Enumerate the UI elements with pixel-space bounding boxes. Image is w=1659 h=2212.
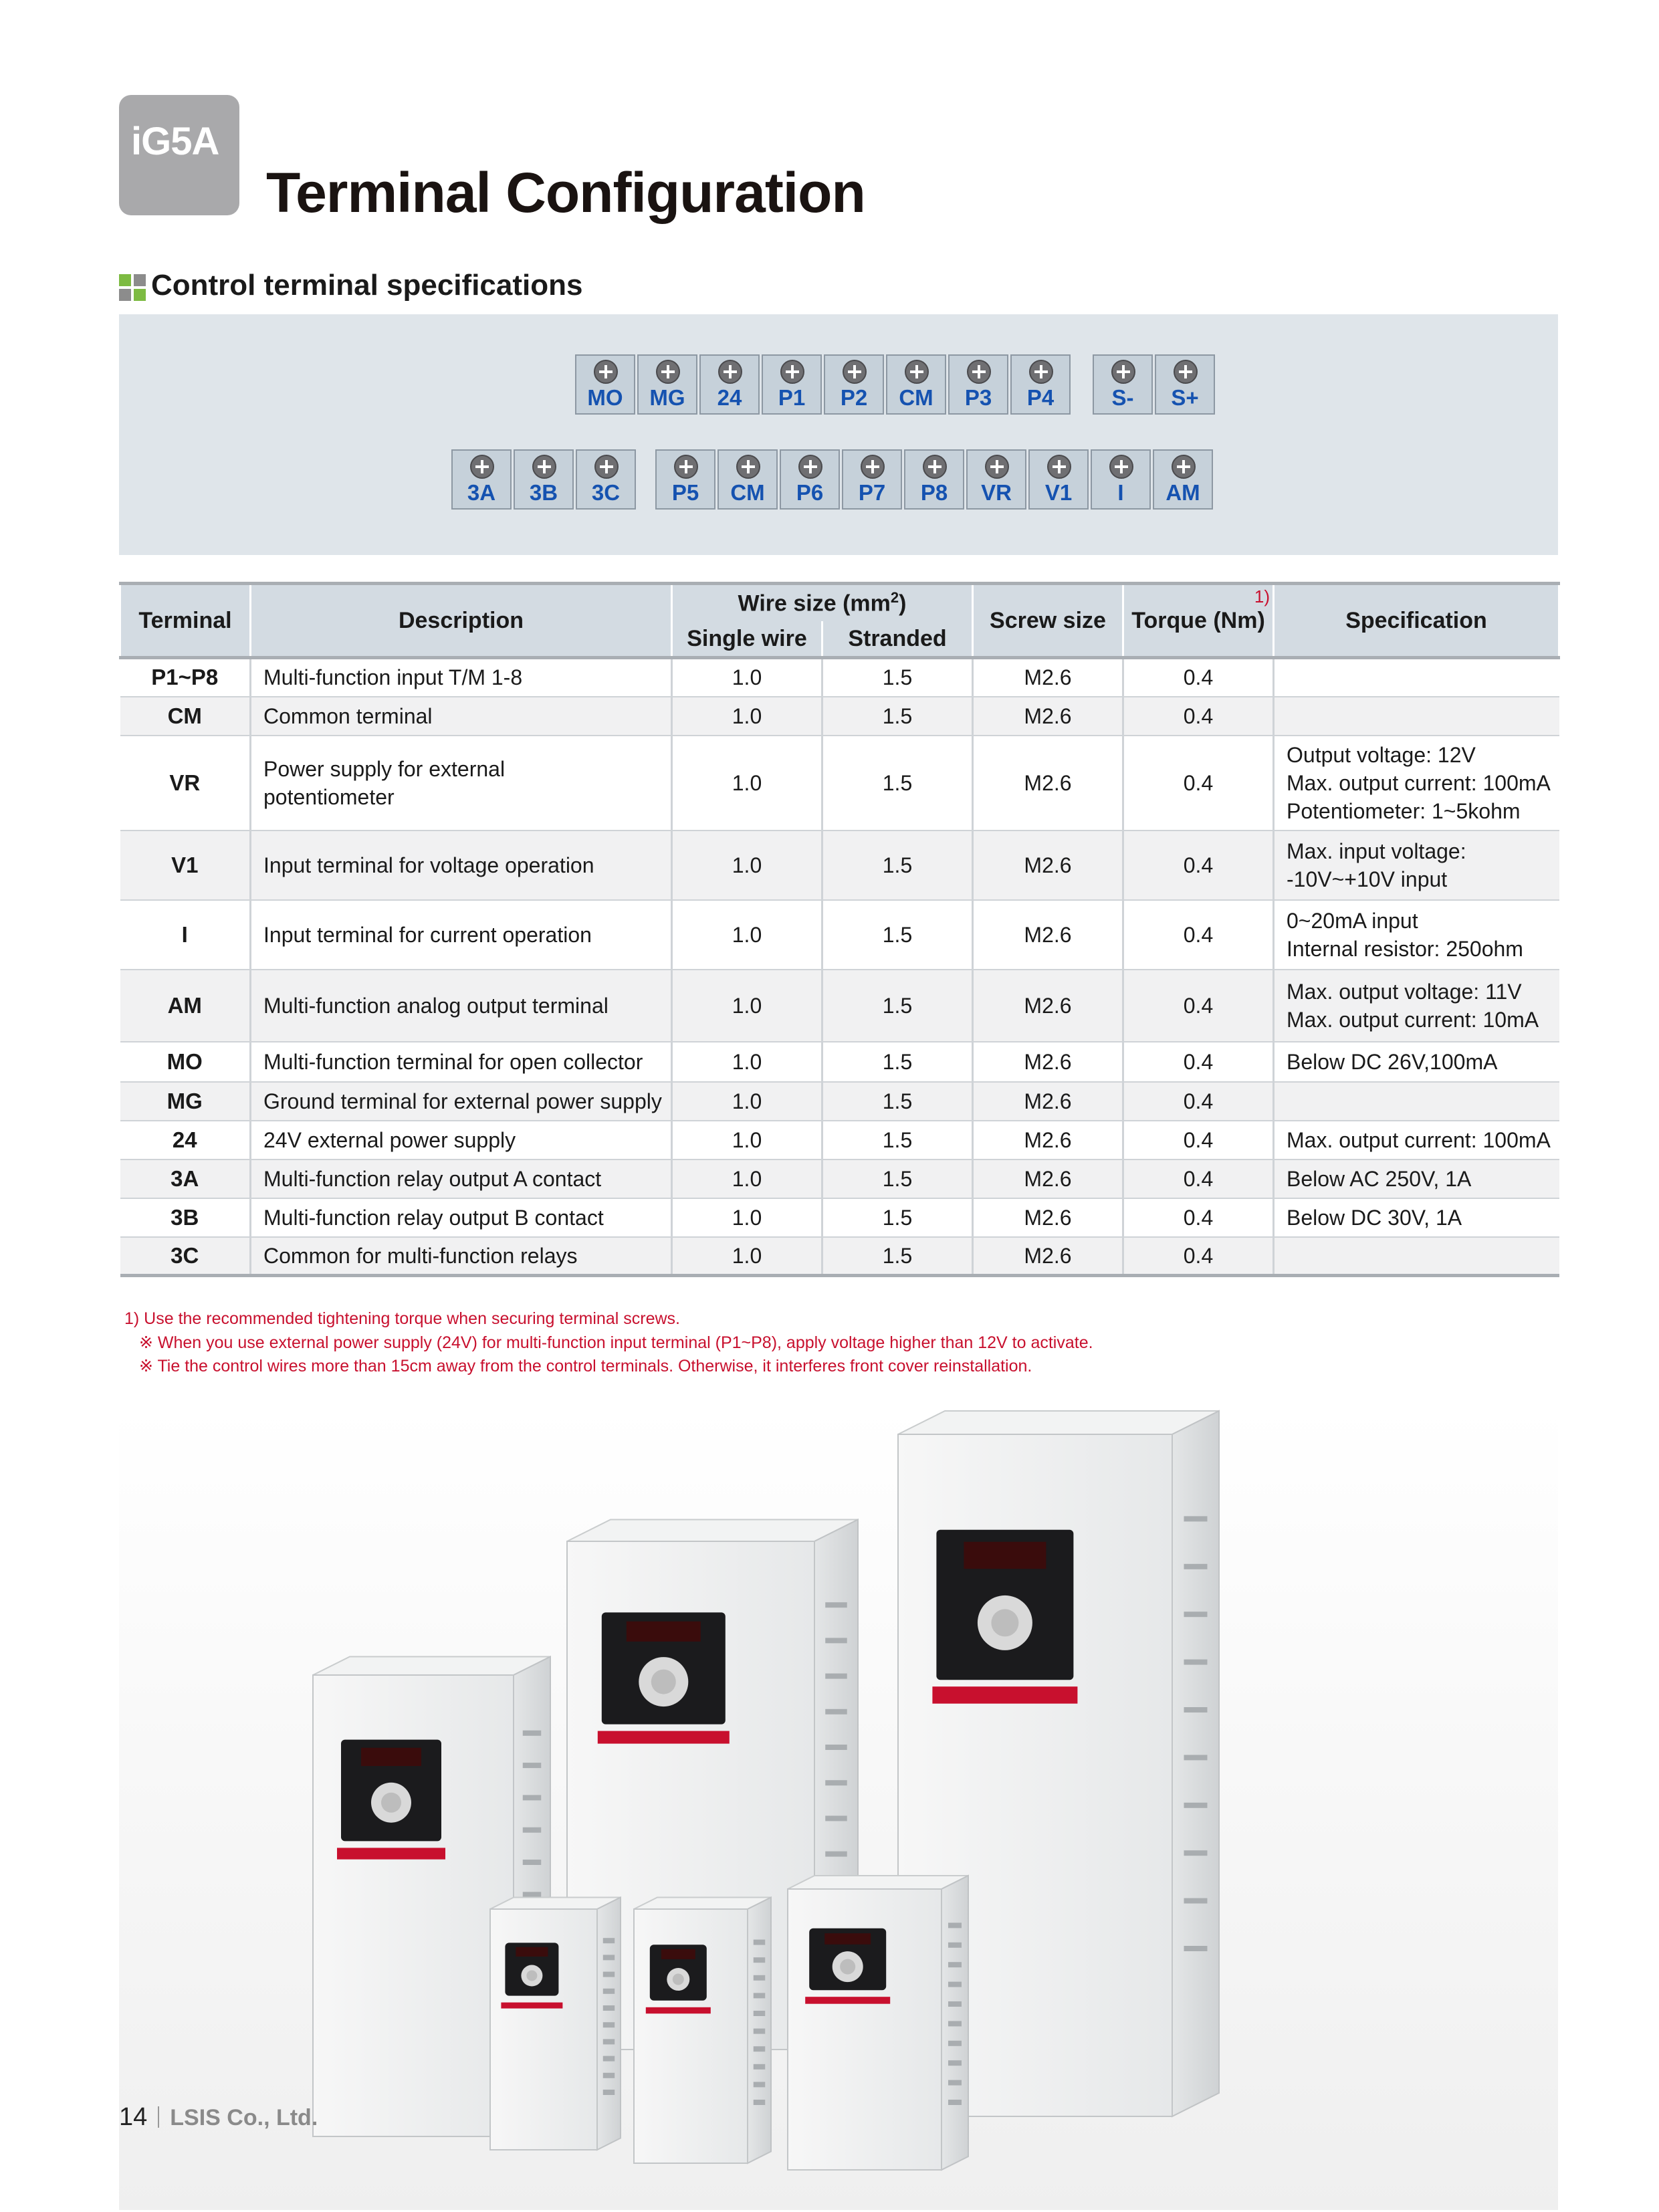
terminal-label: P3 [964, 385, 992, 410]
cell-description-line: Ground terminal for external power supply [263, 1089, 662, 1113]
header-wire-size-close: ) [899, 590, 907, 617]
cell-terminal: P1~P8 [120, 658, 251, 697]
terminal-3c [576, 449, 636, 510]
table-row [120, 831, 1559, 900]
cell-specification-line: Internal resistor: 250ohm [1287, 936, 1523, 961]
spec-table-body [120, 658, 1559, 1276]
terminal-cm [886, 354, 946, 415]
terminal-p1 [762, 354, 822, 415]
inverter-compact-3-illustration [788, 1876, 968, 2170]
terminal-mo [575, 354, 635, 415]
cell-single-wire: 1.0 [672, 1042, 822, 1082]
screw-icon [656, 360, 680, 384]
terminal-label: 24 [717, 385, 742, 410]
cell-single-wire: 1.0 [672, 1237, 822, 1276]
terminal-label: AM [1166, 480, 1200, 505]
cell-screw-size: M2.6 [973, 831, 1123, 900]
cell-specification-line: Output voltage: 12V [1287, 742, 1476, 767]
cell-terminal: MG [120, 1082, 251, 1121]
cell-description-line: potentiometer [263, 784, 395, 809]
cell-torque: 0.4 [1123, 1159, 1274, 1198]
table-row [120, 1237, 1559, 1276]
cell-specification [1274, 831, 1559, 900]
cell-terminal: AM [120, 970, 251, 1042]
screw-icon [1174, 360, 1198, 384]
terminal-label: P8 [920, 480, 948, 505]
cell-description [251, 1159, 672, 1198]
cell-single-wire: 1.0 [672, 1198, 822, 1237]
screw-icon [1172, 455, 1196, 479]
cell-single-wire: 1.0 [672, 1082, 822, 1121]
cell-specification [1274, 1082, 1559, 1121]
cell-terminal: MO [120, 1042, 251, 1082]
screw-icon [923, 455, 947, 479]
terminal-label: 3B [529, 480, 558, 505]
table-row [120, 900, 1559, 970]
cell-stranded: 1.5 [822, 1082, 973, 1121]
screw-icon [1109, 455, 1133, 479]
cell-torque: 0.4 [1123, 1121, 1274, 1159]
cell-specification-line: Below AC 250V, 1A [1287, 1166, 1472, 1191]
terminal-3b [514, 449, 574, 510]
terminal-p4 [1010, 354, 1071, 415]
cell-screw-size: M2.6 [973, 900, 1123, 970]
cell-stranded: 1.5 [822, 1159, 973, 1198]
cell-specification-line: Max. input voltage: [1287, 839, 1466, 863]
header-wire-size [672, 584, 973, 622]
cell-screw-size: M2.6 [973, 1121, 1123, 1159]
cell-terminal: CM [120, 697, 251, 736]
terminal-label: CM [730, 480, 765, 505]
footer-divider [158, 2106, 159, 2128]
cell-torque: 0.4 [1123, 1042, 1274, 1082]
control-terminal-spec-table [119, 582, 1560, 1277]
cell-stranded: 1.5 [822, 658, 973, 697]
terminal-mg [637, 354, 697, 415]
table-row [120, 1198, 1559, 1237]
cell-specification [1274, 736, 1559, 831]
screw-icon [1047, 455, 1071, 479]
cell-description-line: Common terminal [263, 703, 433, 728]
table-row [120, 658, 1559, 697]
terminal-label: P1 [778, 385, 806, 410]
product-photo [119, 1408, 1558, 2210]
cell-torque: 0.4 [1123, 900, 1274, 970]
screw-icon [843, 360, 867, 384]
terminal-p8 [904, 449, 964, 510]
cell-single-wire: 1.0 [672, 658, 822, 697]
cell-specification [1274, 900, 1559, 970]
cell-screw-size: M2.6 [973, 1237, 1123, 1276]
cell-terminal: 3B [120, 1198, 251, 1237]
note-external-power: ※ When you use external power supply (24V) for multi-function input terminal (P1~P8), apply voltage higher than 12V to activate. [139, 1333, 1093, 1352]
cell-description [251, 900, 672, 970]
screw-icon [594, 455, 619, 479]
terminal-24 [699, 354, 760, 415]
cell-single-wire: 1.0 [672, 1159, 822, 1198]
series-badge-label: iG5A [131, 120, 219, 163]
table-row [120, 1121, 1559, 1159]
cell-stranded: 1.5 [822, 970, 973, 1042]
screw-icon [1111, 360, 1135, 384]
terminal-p3 [948, 354, 1008, 415]
cell-specification [1274, 658, 1559, 697]
cell-screw-size: M2.6 [973, 697, 1123, 736]
cell-terminal: 3C [120, 1237, 251, 1276]
cell-terminal: VR [120, 736, 251, 831]
cell-description-line: Input terminal for current operation [263, 922, 592, 947]
page-footer [119, 2103, 318, 2132]
cell-stranded: 1.5 [822, 736, 973, 831]
terminal-p5 [655, 449, 715, 510]
terminal-3a [451, 449, 512, 510]
terminal-label: 3A [467, 480, 496, 505]
footnote-torque: 1) Use the recommended tightening torque when securing terminal screws. [124, 1309, 680, 1328]
cell-description [251, 831, 672, 900]
header-terminal: Terminal [120, 584, 251, 658]
terminal-label: P4 [1026, 385, 1055, 410]
cell-stranded: 1.5 [822, 1198, 973, 1237]
terminal-label: I [1117, 480, 1124, 505]
cell-specification-line: Max. output current: 100mA [1287, 1127, 1551, 1152]
terminal-label: 3C [591, 480, 621, 505]
header-stranded: Stranded [822, 621, 973, 658]
cell-screw-size: M2.6 [973, 1042, 1123, 1082]
terminal-p2 [824, 354, 884, 415]
cell-stranded: 1.5 [822, 1042, 973, 1082]
terminal-v1 [1028, 449, 1089, 510]
cell-description-line: Multi-function analog output terminal [263, 993, 609, 1018]
screw-icon [780, 360, 804, 384]
cell-single-wire: 1.0 [672, 970, 822, 1042]
torque-footnote-marker: 1) [1254, 586, 1270, 606]
screw-icon [470, 455, 494, 479]
screw-icon [798, 455, 822, 479]
terminal-i [1091, 449, 1151, 510]
cell-description-line: Power supply for external [263, 756, 506, 781]
cell-description-line: 24V external power supply [263, 1127, 516, 1152]
cell-description [251, 658, 672, 697]
section-title: Control terminal specifications [151, 269, 583, 302]
page-number: 14 [119, 2103, 148, 2131]
cell-stranded: 1.5 [822, 831, 973, 900]
cell-description-line: Multi-function relay output B contact [263, 1205, 604, 1230]
cell-specification-line: Max. output voltage: 11V [1287, 979, 1522, 1004]
cell-screw-size: M2.6 [973, 970, 1123, 1042]
cell-description [251, 1121, 672, 1159]
cell-torque: 0.4 [1123, 831, 1274, 900]
cell-terminal: I [120, 900, 251, 970]
cell-specification-line: Max. output current: 100mA [1287, 770, 1551, 795]
header-torque-text: Torque (Nm) [1131, 607, 1265, 633]
cell-specification-line: Below DC 26V,100mA [1287, 1049, 1498, 1074]
cell-torque: 0.4 [1123, 658, 1274, 697]
cell-specification-line: Max. output current: 10mA [1287, 1007, 1539, 1032]
header-torque [1123, 584, 1274, 658]
cell-screw-size: M2.6 [973, 658, 1123, 697]
terminal-sminus [1093, 354, 1153, 415]
cell-description-line: Multi-function relay output A contact [263, 1166, 602, 1191]
header-single-wire: Single wire [672, 621, 822, 658]
cell-torque: 0.4 [1123, 697, 1274, 736]
table-row [120, 697, 1559, 736]
cell-single-wire: 1.0 [672, 697, 822, 736]
cell-terminal: 3A [120, 1159, 251, 1198]
screw-icon [967, 360, 991, 384]
cell-torque: 0.4 [1123, 1198, 1274, 1237]
cell-description-line: Multi-function terminal for open collector [263, 1049, 643, 1074]
note-wire-distance: ※ Tie the control wires more than 15cm away from the control terminals. Otherwise, it interferes front cover reinstallation. [139, 1357, 1032, 1375]
cell-description-line: Input terminal for voltage operation [263, 853, 594, 877]
cell-torque: 0.4 [1123, 1082, 1274, 1121]
inverter-compact-1-illustration [490, 1898, 621, 2150]
cell-specification [1274, 697, 1559, 736]
cell-torque: 0.4 [1123, 970, 1274, 1042]
terminal-p6 [780, 449, 840, 510]
company-name: LSIS Co., Ltd. [170, 2105, 318, 2130]
cell-screw-size: M2.6 [973, 736, 1123, 831]
table-row [120, 1082, 1559, 1121]
cell-specification [1274, 1042, 1559, 1082]
terminal-label: S- [1111, 385, 1134, 410]
screw-icon [985, 455, 1009, 479]
cell-description [251, 1198, 672, 1237]
table-row [120, 1159, 1559, 1198]
cell-single-wire: 1.0 [672, 736, 822, 831]
cell-specification-line: -10V~+10V input [1287, 867, 1448, 891]
cell-specification [1274, 1198, 1559, 1237]
terminal-block-diagram [119, 314, 1558, 555]
section-squares-icon [119, 274, 146, 301]
cell-stranded: 1.5 [822, 1121, 973, 1159]
terminal-label: CM [899, 385, 933, 410]
cell-stranded: 1.5 [822, 697, 973, 736]
screw-icon [1029, 360, 1053, 384]
cell-torque: 0.4 [1123, 1237, 1274, 1276]
screw-icon [905, 360, 929, 384]
cell-stranded: 1.5 [822, 900, 973, 970]
terminal-am [1153, 449, 1213, 510]
header-wire-size-text: Wire size (mm [738, 590, 891, 617]
terminal-label: MG [649, 385, 685, 410]
terminal-splus [1155, 354, 1215, 415]
header-description: Description [251, 584, 672, 658]
screw-icon [594, 360, 618, 384]
screw-icon [861, 455, 885, 479]
cell-description [251, 970, 672, 1042]
cell-stranded: 1.5 [822, 1237, 973, 1276]
screw-icon [736, 455, 760, 479]
cell-specification-line: 0~20mA input [1287, 908, 1418, 933]
screw-icon [532, 455, 556, 479]
cell-single-wire: 1.0 [672, 1121, 822, 1159]
cell-torque: 0.4 [1123, 736, 1274, 831]
cell-screw-size: M2.6 [973, 1198, 1123, 1237]
cell-single-wire: 1.0 [672, 900, 822, 970]
terminal-p7 [842, 449, 902, 510]
cell-screw-size: M2.6 [973, 1159, 1123, 1198]
cell-specification [1274, 1159, 1559, 1198]
header-specification: Specification [1274, 584, 1559, 658]
header-screw-size: Screw size [973, 584, 1123, 658]
cell-description-line: Common for multi-function relays [263, 1243, 578, 1268]
screw-icon [674, 455, 698, 479]
terminal-label: MO [587, 385, 623, 410]
terminal-cm [717, 449, 778, 510]
cell-description [251, 1237, 672, 1276]
terminal-label: VR [981, 480, 1012, 505]
cell-screw-size: M2.6 [973, 1082, 1123, 1121]
cell-specification [1274, 970, 1559, 1042]
table-row [120, 736, 1559, 831]
terminal-label: P7 [858, 480, 886, 505]
cell-description [251, 1042, 672, 1082]
cell-description [251, 697, 672, 736]
cell-specification [1274, 1121, 1559, 1159]
cell-specification-line: Below DC 30V, 1A [1287, 1205, 1462, 1230]
terminal-vr [966, 449, 1026, 510]
cell-specification [1274, 1237, 1559, 1276]
inverter-compact-2-illustration [634, 1898, 771, 2164]
page-title: Terminal Configuration [266, 161, 865, 224]
table-row [120, 970, 1559, 1042]
cell-terminal: V1 [120, 831, 251, 900]
cell-description [251, 736, 672, 831]
terminal-label: S+ [1171, 385, 1199, 410]
terminal-label: V1 [1044, 480, 1073, 505]
cell-terminal: 24 [120, 1121, 251, 1159]
terminal-label: P6 [796, 480, 824, 505]
cell-description-line: Multi-function input T/M 1-8 [263, 665, 523, 690]
cell-specification-line: Potentiometer: 1~5kohm [1287, 798, 1521, 823]
terminal-label: P2 [840, 385, 868, 410]
cell-single-wire: 1.0 [672, 831, 822, 900]
table-row [120, 1042, 1559, 1082]
header-wire-size-sup: 2 [890, 589, 899, 606]
terminal-label: P5 [671, 480, 699, 505]
cell-description [251, 1082, 672, 1121]
screw-icon [718, 360, 742, 384]
